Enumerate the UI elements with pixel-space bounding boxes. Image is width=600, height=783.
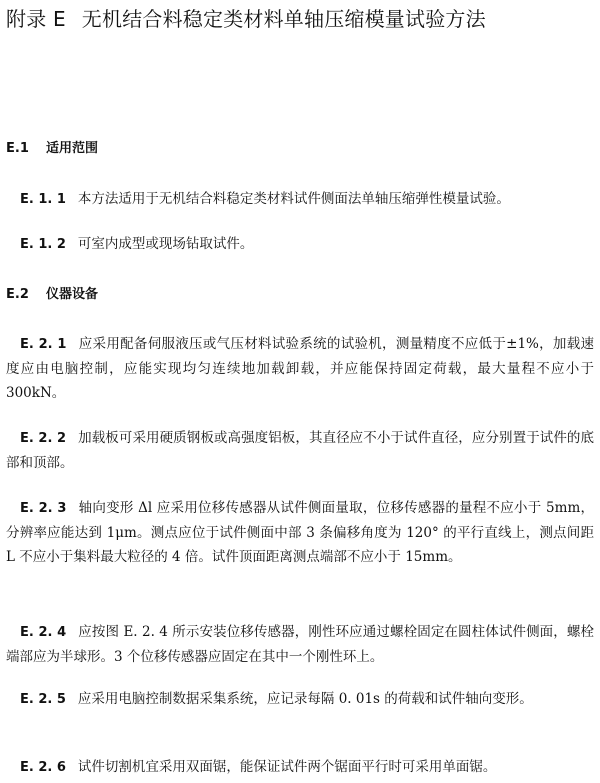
clause-text: 本方法适用于无机结合料稳定类材料试件侧面法单轴压缩弹性模量试验。 [77, 191, 510, 207]
clause-e-1-2 [6, 232, 594, 257]
clause-text: 应按图 E. 2. 4 所示安装位移传感器，刚性环应通过螺栓固定在圆柱体试件侧面，螺栓端部应为半球形。3 个位移传感器应固定在其中一个刚性环上。 [6, 624, 595, 665]
clause-e-2-5 [6, 687, 594, 712]
section-heading-e1 [6, 137, 594, 161]
clause-text: 应采用配备伺服液压或气压材料试验系统的试验机，测量精度不应低于±1%，加载速度应由电脑控制，应能实现均匀连续地加载卸载，并应能保持固定荷载，最大量程不应小于 300kN。 [6, 336, 594, 401]
clause-number: E. 2. 6 [20, 760, 66, 775]
clause-e-2-2 [6, 426, 594, 475]
section-heading-e2 [6, 283, 594, 307]
section-number: E.1 [6, 141, 29, 156]
clause-number: E. 1. 1 [20, 192, 66, 207]
appendix-title-text: 无机结合料稳定类材料单轴压缩模量试验方法 [81, 7, 486, 31]
clause-number: E. 1. 2 [20, 237, 66, 252]
clause-text: 轴向变形 Δl 应采用位移传感器从试件侧面量取，位移传感器的量程不应小于 5mm，分辨率应能达到 1μm。测点应位于试件侧面中部 3 条偏移角度为 120° 的平行直线上，测点间距 L 不应小于集料最大粒径的 4 倍。试件顶面距离测点端部不应小于 15mm。 [6, 500, 594, 565]
page-title [6, 6, 596, 32]
clause-e-1-1 [6, 187, 594, 212]
clause-e-2-4 [6, 620, 594, 669]
clause-text: 应采用电脑控制数据采集系统，应记录每隔 0. 01s 的荷载和试件轴向变形。 [77, 691, 533, 707]
clause-number: E. 2. 1 [20, 337, 67, 352]
clause-e-2-3 [6, 496, 594, 569]
section-number: E.2 [6, 287, 29, 302]
clause-number: E. 2. 4 [20, 625, 67, 640]
clause-e-2-6 [6, 755, 594, 780]
clause-e-2-1 [6, 332, 594, 405]
section-title: 适用范围 [46, 141, 99, 156]
clause-number: E. 2. 5 [20, 692, 66, 707]
appendix-code: 附录 E [6, 7, 66, 31]
clause-text: 试件切割机宜采用双面锯，能保证试件两个锯面平行时可采用单面锯。 [77, 759, 497, 775]
clause-number: E. 2. 3 [20, 501, 67, 516]
clause-text: 加载板可采用硬质钢板或高强度铝板，其直径应不小于试件直径，应分别置于试件的底部和顶部。 [6, 430, 595, 471]
section-title: 仪器设备 [46, 287, 99, 302]
clause-text: 可室内成型或现场钻取试件。 [77, 236, 254, 252]
clause-number: E. 2. 2 [20, 431, 67, 446]
